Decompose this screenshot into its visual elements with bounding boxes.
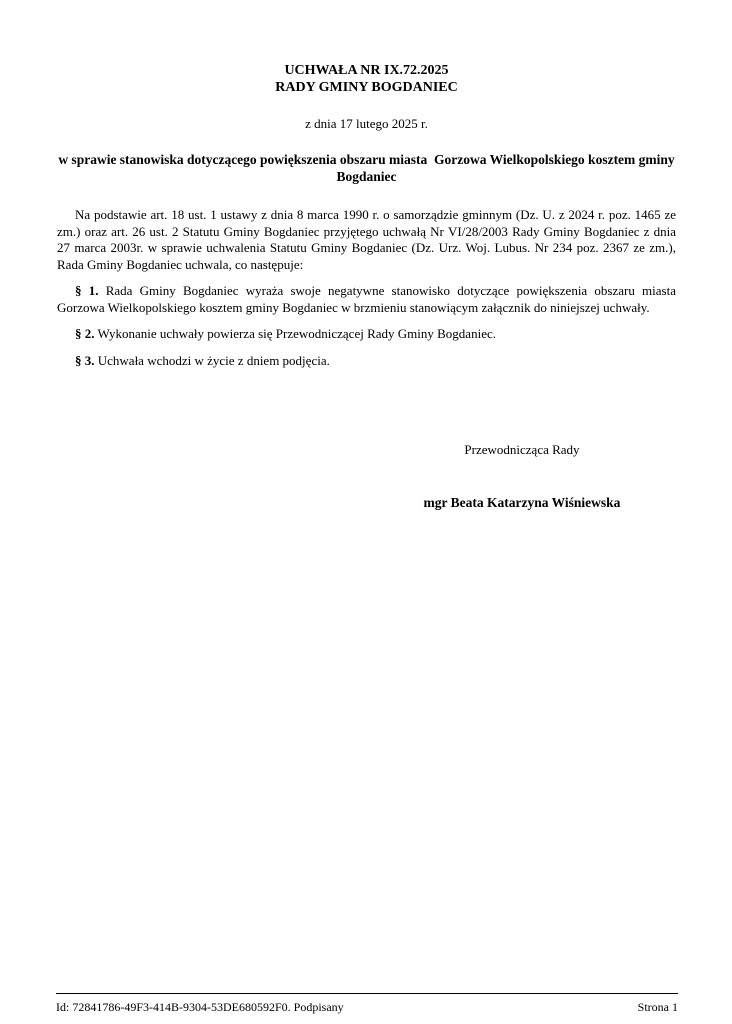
signature-role: Przewodnicząca Rady xyxy=(464,442,580,457)
signature-block xyxy=(372,442,672,511)
section-3-text: Uchwała wchodzi w życie z dniem podjęcia. xyxy=(97,352,330,368)
resolution-number: UCHWAŁA NR IX.72.2025 xyxy=(284,63,449,78)
section-1-label: § 1. xyxy=(75,283,99,298)
section-1-text: Rada Gminy Bogdaniec wyraża swoje negatywne stanowisko dotyczące powiększenia obszaru miasta Gorzowa Wielkopolskiego kosztem gminy Bogdaniec w brzmieniu stanowiącym załącznik do niniejszej uchwały. xyxy=(57,283,676,315)
resolution-issuer: RADY GMINY BOGDANIEC xyxy=(275,80,458,95)
signature-name: mgr Beata Katarzyna Wiśniewska xyxy=(423,495,621,510)
section-2-text: Wykonanie uchwały powierza się Przewodniczącej Rady Gminy Bogdaniec. xyxy=(97,326,496,341)
document-content xyxy=(57,0,676,511)
page-number: Strona 1 xyxy=(637,1000,678,1014)
section-3-label: § 3. xyxy=(75,352,95,368)
resolution-date: z dnia 17 lutego 2025 r. xyxy=(305,116,428,131)
section-2 xyxy=(57,326,676,343)
resolution-subject: w sprawie stanowiska dotyczącego powiększenia obszaru miasta Gorzowa Wielkopolskiego kosztem gminy Bogdaniec xyxy=(58,152,675,184)
section-2-label: § 2. xyxy=(75,326,95,341)
resolution-title xyxy=(57,62,676,96)
section-3 xyxy=(57,353,676,370)
section-1 xyxy=(57,283,676,316)
footer xyxy=(56,993,678,1014)
legal-basis-paragraph: Na podstawie art. 18 ust. 1 ustawy z dnia 8 marca 1990 r. o samorządzie gminnym (Dz. U. z 2024 r. poz. 1465 ze zm.) oraz art. 26 ust. 2 Statutu Gminy Bogdaniec przyjętego uchwałą Nr VI/28/2003 Rady Gminy Bogdaniec z dnia 27 marca 2003r. w sprawie uchwalenia Statutu Gminy Bogdaniec (Dz. Urz. Woj. Lubus. Nr 234 poz. 2367 ze zm.), Rada Gminy Bogdaniec uchwala, co następuje: xyxy=(57,207,676,272)
document-id: Id: 72841786-49F3-414B-9304-53DE680592F0. Podpisany xyxy=(56,1000,344,1014)
